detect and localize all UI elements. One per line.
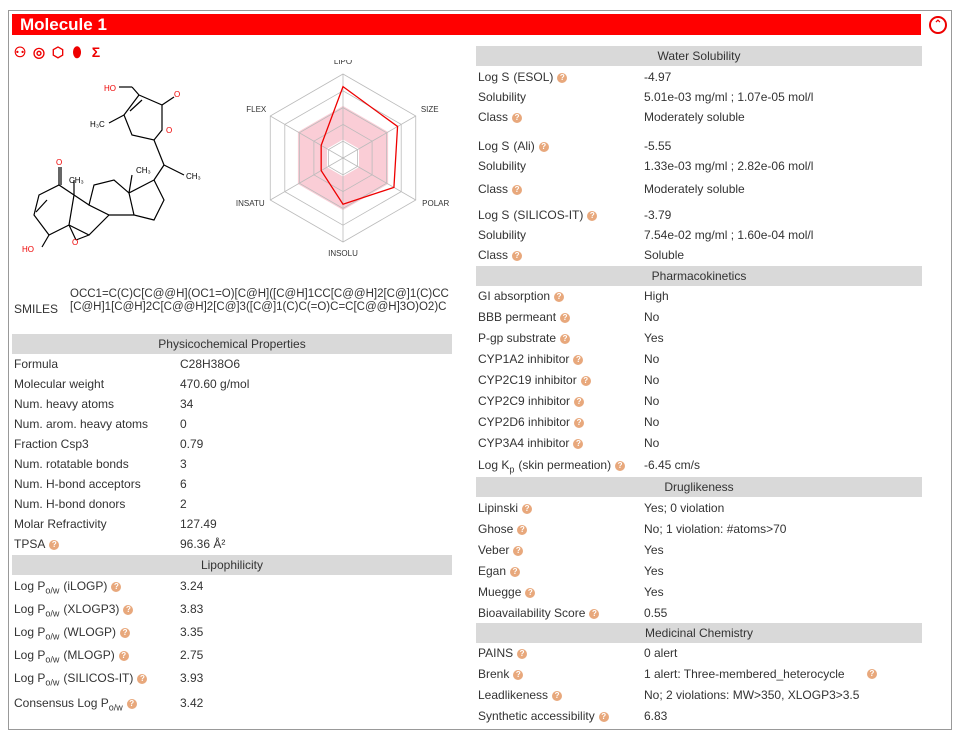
property-row: [478, 643, 922, 663]
property-row: [14, 354, 454, 374]
help-icon[interactable]: ?: [123, 605, 133, 615]
property-value: No: [644, 310, 660, 324]
help-icon[interactable]: ?: [573, 355, 583, 365]
radar-axis-label: LIPO: [333, 60, 353, 66]
label-part: (ESOL): [513, 70, 554, 84]
property-label: [478, 391, 584, 411]
label-part: (SILICOS-IT): [63, 671, 134, 685]
subscript: o/w: [108, 702, 123, 713]
label-part: Synthetic accessibility: [478, 709, 595, 723]
property-row: [14, 494, 454, 514]
label-part: Log P: [14, 579, 46, 593]
label-part: CYP1A2 inhibitor: [478, 352, 570, 366]
property-label: [14, 599, 133, 623]
property-label: [14, 394, 114, 414]
help-icon[interactable]: ?: [552, 691, 562, 701]
label-part: Log P: [14, 671, 46, 685]
property-row: [478, 67, 922, 87]
property-row: [14, 668, 454, 688]
smiles-label: SMILES: [14, 302, 59, 316]
help-icon[interactable]: ?: [111, 582, 121, 592]
property-row: [14, 645, 454, 665]
property-label: [14, 514, 107, 534]
property-value: 1.33e-03 mg/ml ; 2.82e-06 mol/l: [644, 159, 814, 173]
help-icon[interactable]: ?: [560, 334, 570, 344]
property-row: [478, 391, 922, 411]
property-row: [478, 685, 922, 705]
property-label: [478, 561, 520, 581]
property-row: [14, 394, 454, 414]
label-part: (MLOGP): [63, 648, 115, 662]
property-value: No: [644, 352, 660, 366]
label-part: Muegge: [478, 585, 522, 599]
property-row: [14, 599, 454, 619]
help-icon[interactable]: ?: [867, 669, 877, 679]
label-part: Fraction Csp3: [14, 437, 89, 451]
help-icon[interactable]: ?: [119, 651, 129, 661]
molecule-structure: [14, 75, 214, 270]
label-part: Num. heavy atoms: [14, 397, 115, 411]
property-value: 0.79: [180, 437, 204, 451]
property-value: 5.01e-03 mg/ml ; 1.07e-05 mol/l: [644, 90, 814, 104]
druglike-header: Druglikeness: [476, 477, 922, 497]
subscript: o/w: [45, 631, 60, 642]
property-row: [478, 156, 922, 176]
label-part: Log P: [14, 602, 46, 616]
property-row: [478, 498, 922, 518]
label-part: TPSA: [14, 537, 46, 551]
help-icon[interactable]: ?: [127, 699, 137, 709]
radar-axis-label: INSATU: [235, 199, 265, 208]
help-icon[interactable]: ?: [574, 418, 584, 428]
toolbar-icons: [12, 44, 104, 60]
lipo-header: Lipophilicity: [12, 555, 452, 575]
property-value: 3.93: [180, 671, 204, 685]
property-label: [478, 107, 522, 127]
property-value: 34: [180, 397, 194, 411]
property-label: [14, 474, 141, 494]
property-label: [14, 354, 58, 374]
property-label: [478, 685, 562, 705]
help-icon[interactable]: ?: [512, 251, 522, 261]
subscript: o/w: [45, 654, 60, 665]
property-label: [478, 205, 597, 225]
label-part: Class: [478, 182, 509, 196]
property-value: 127.49: [180, 517, 217, 531]
property-value: No: [644, 394, 660, 408]
mol-label: O: [166, 126, 173, 135]
label-part: (Ali): [513, 139, 535, 153]
property-label: [478, 519, 527, 539]
label-part: (SILICOS-IT): [513, 208, 584, 222]
label-part: Veber: [478, 543, 510, 557]
label-part: Bioavailability Score: [478, 606, 586, 620]
property-label: [478, 67, 567, 87]
property-row: [478, 205, 922, 225]
label-part: Molar Refractivity: [14, 517, 107, 531]
property-value: Yes: [644, 585, 664, 599]
property-label: [478, 455, 625, 479]
radar-axis-label: SIZE: [420, 105, 439, 114]
property-value: -4.97: [644, 70, 672, 84]
property-value: -6.45 cm/s: [644, 458, 701, 472]
label-part: Formula: [14, 357, 59, 371]
mol-label: CH₃: [186, 172, 201, 181]
label-part: PAINS: [478, 646, 514, 660]
property-value: Yes: [644, 543, 664, 557]
property-value: No: [644, 415, 660, 429]
property-label: [478, 225, 526, 245]
property-label: [14, 576, 121, 600]
property-value: 2: [180, 497, 187, 511]
subscript: o/w: [45, 677, 60, 688]
property-label: [478, 706, 609, 726]
property-value: Yes: [644, 564, 664, 578]
label-part: Log P: [14, 625, 46, 639]
help-icon[interactable]: ?: [599, 712, 609, 722]
help-icon[interactable]: ?: [589, 609, 599, 619]
property-value: 6.83: [644, 709, 668, 723]
label-part: Lipinski: [478, 501, 519, 515]
radar-axis-label: FLEX: [246, 105, 267, 114]
property-label: [14, 374, 104, 394]
help-icon[interactable]: ?: [120, 628, 130, 638]
property-row: [14, 374, 454, 394]
help-icon[interactable]: ?: [560, 313, 570, 323]
property-row: [478, 582, 922, 602]
property-label: [478, 245, 522, 265]
property-row: [478, 412, 922, 432]
radar-axis-label: INSOLU: [328, 249, 358, 258]
property-label: [478, 136, 549, 156]
label-part: Log S: [478, 208, 510, 222]
property-row: [478, 519, 922, 539]
property-row: [478, 136, 922, 156]
property-label: [14, 668, 147, 692]
label-part: Num. arom. heavy atoms: [14, 417, 149, 431]
label-part: Solubility: [478, 228, 527, 242]
pill-icon[interactable]: ⬮: [72, 44, 82, 60]
label-part: Log S: [478, 139, 510, 153]
property-value: 0 alert: [644, 646, 678, 660]
property-label: [478, 582, 535, 602]
subscript: p: [509, 464, 515, 475]
mol-label: CH₃: [136, 166, 151, 175]
property-label: [14, 645, 129, 669]
property-row: [14, 576, 454, 596]
help-icon[interactable]: ?: [554, 292, 564, 302]
property-row: [14, 534, 454, 554]
help-icon[interactable]: ?: [137, 674, 147, 684]
label-part: Class: [478, 248, 509, 262]
mol-label: HO: [22, 245, 34, 254]
label-part: BBB permeant: [478, 310, 557, 324]
label-part: Log P: [14, 648, 46, 662]
label-part: Num. rotatable bonds: [14, 457, 129, 471]
property-label: [14, 622, 130, 646]
label-part: (skin permeation): [518, 458, 612, 472]
molecule-title: Molecule 1: [12, 14, 921, 35]
property-value: 3: [180, 457, 187, 471]
help-icon[interactable]: ?: [525, 588, 535, 598]
property-value: 0: [180, 417, 187, 431]
property-row: [14, 693, 454, 713]
medchem-header: Medicinal Chemistry: [476, 623, 922, 643]
property-row: [478, 664, 922, 684]
label-part: GI absorption: [478, 289, 551, 303]
target-icon[interactable]: ◎: [32, 44, 46, 60]
label-part: P-gp substrate: [478, 331, 557, 345]
property-label: [478, 498, 532, 518]
help-icon[interactable]: ?: [513, 670, 523, 680]
property-row: [478, 706, 922, 726]
property-value: C28H38O6: [180, 357, 241, 371]
property-value: -3.79: [644, 208, 672, 222]
property-value: No; 1 violation: #atoms>70: [644, 522, 787, 536]
label-part: Log S: [478, 70, 510, 84]
property-value: 2.75: [180, 648, 204, 662]
bioavailability-radar: [218, 60, 468, 275]
label-part: Solubility: [478, 90, 527, 104]
property-label: [14, 414, 148, 434]
mol-label: O: [72, 238, 79, 247]
property-value: 6: [180, 477, 187, 491]
property-row: [14, 434, 454, 454]
subscript: o/w: [45, 585, 60, 596]
property-label: [14, 454, 129, 474]
mol-label: O: [174, 90, 181, 99]
help-icon[interactable]: ?: [517, 525, 527, 535]
property-row: [478, 455, 922, 475]
label-part: CYP2D6 inhibitor: [478, 415, 571, 429]
property-value: 1 alert: Three-membered_heterocycle: [644, 667, 845, 681]
people-icon[interactable]: ⚇: [13, 44, 27, 60]
help-icon[interactable]: ?: [574, 397, 584, 407]
mol-label: H₃C: [90, 120, 105, 129]
physchem-header: Physicochemical Properties: [12, 334, 452, 354]
help-icon[interactable]: ?: [539, 142, 549, 152]
property-label: [478, 412, 584, 432]
collapse-icon[interactable]: ⌃: [929, 16, 947, 34]
label-part: Class: [478, 110, 509, 124]
property-value: Soluble: [644, 248, 685, 262]
property-row: [478, 307, 922, 327]
property-row: [478, 179, 922, 199]
help-icon[interactable]: ?: [512, 185, 522, 195]
label-part: Egan: [478, 564, 507, 578]
property-value: 7.54e-02 mg/ml ; 1.60e-04 mol/l: [644, 228, 814, 242]
property-value: 3.42: [180, 696, 204, 710]
property-value: Yes; 0 violation: [644, 501, 725, 515]
label-part: Molecular weight: [14, 377, 105, 391]
label-part: CYP3A4 inhibitor: [478, 436, 570, 450]
label-part: CYP2C9 inhibitor: [478, 394, 571, 408]
property-value: Yes: [644, 331, 664, 345]
property-row: [478, 561, 922, 581]
property-label: [14, 434, 89, 454]
property-label: [478, 433, 583, 453]
property-row: [478, 433, 922, 453]
property-row: [478, 349, 922, 369]
property-label: [478, 540, 523, 560]
help-icon[interactable]: ?: [573, 439, 583, 449]
help-icon[interactable]: ?: [581, 376, 591, 386]
pk-header: Pharmacokinetics: [476, 266, 922, 286]
property-label: [478, 156, 526, 176]
property-row: [478, 225, 922, 245]
smiles-value: OCC1=C(C)C[C@@H](OC1=O)[C@H]([C@H]1CC[C@@H]2[C@]1(C)CC[C@H]1[C@H]2C[C@@H]2[C@]3([C@]1(C)C(=O)C=C[C@@H]3O)O2)C: [70, 288, 449, 313]
property-label: [478, 179, 522, 199]
help-icon[interactable]: ?: [615, 461, 625, 471]
property-label: [478, 328, 570, 348]
property-value: No: [644, 436, 660, 450]
property-value: 96.36 Å²: [180, 537, 226, 551]
help-icon[interactable]: ?: [510, 567, 520, 577]
property-label: [478, 286, 564, 306]
label-part: Num. H-bond donors: [14, 497, 126, 511]
property-row: [478, 370, 922, 390]
property-value: No; 2 violations: MW>350, XLOGP3>3.5: [644, 688, 860, 702]
property-row: [14, 454, 454, 474]
help-icon[interactable]: ?: [587, 211, 597, 221]
property-value: Moderately soluble: [644, 182, 745, 196]
property-row: [478, 540, 922, 560]
label-part: Solubility: [478, 159, 527, 173]
property-label: [478, 349, 583, 369]
property-row: [14, 622, 454, 642]
property-row: [478, 245, 922, 265]
label-part: CYP2C19 inhibitor: [478, 373, 577, 387]
hexagon-icon[interactable]: ⬡: [51, 44, 65, 60]
property-label: [478, 603, 599, 623]
property-row: [478, 107, 922, 127]
help-icon[interactable]: ?: [522, 504, 532, 514]
label-part: Leadlikeness: [478, 688, 549, 702]
property-row: [478, 603, 922, 623]
property-value: High: [644, 289, 669, 303]
label-part: Consensus Log P: [14, 696, 109, 710]
property-row: [478, 286, 922, 306]
property-label: [14, 534, 59, 554]
property-row: [14, 414, 454, 434]
radar-axis-label: POLAR: [422, 199, 450, 208]
mol-label: O: [56, 158, 63, 167]
property-label: [478, 87, 526, 107]
label-part: (WLOGP): [63, 625, 117, 639]
label-part: Log K: [478, 458, 510, 472]
property-label: [14, 693, 137, 717]
property-row: [14, 514, 454, 534]
property-value: 0.55: [644, 606, 668, 620]
label-part: (iLOGP): [63, 579, 108, 593]
property-label: [478, 643, 527, 663]
property-label: [478, 664, 523, 684]
help-icon[interactable]: ?: [512, 113, 522, 123]
property-value: 470.60 g/mol: [180, 377, 250, 391]
water-header: Water Solubility: [476, 46, 922, 66]
label-part: (XLOGP3): [63, 602, 120, 616]
label-part: Num. H-bond acceptors: [14, 477, 141, 491]
property-value: Moderately soluble: [644, 110, 745, 124]
property-label: [478, 370, 591, 390]
sigma-icon[interactable]: Σ: [91, 44, 101, 60]
help-icon[interactable]: ?: [557, 73, 567, 83]
help-icon[interactable]: ?: [517, 649, 527, 659]
help-icon[interactable]: ?: [49, 540, 59, 550]
mol-label: CH₃: [69, 176, 84, 185]
property-value: 3.35: [180, 625, 204, 639]
property-row: [478, 328, 922, 348]
label-part: Ghose: [478, 522, 514, 536]
property-value: No: [644, 373, 660, 387]
help-icon[interactable]: ?: [513, 546, 523, 556]
property-value: 3.24: [180, 579, 204, 593]
property-value: -5.55: [644, 139, 672, 153]
subscript: o/w: [45, 608, 60, 619]
label-part: Brenk: [478, 667, 510, 681]
property-label: [478, 307, 570, 327]
property-label: [14, 494, 125, 514]
property-row: [14, 474, 454, 494]
property-value: 3.83: [180, 602, 204, 616]
mol-label: HO: [104, 84, 116, 93]
property-row: [478, 87, 922, 107]
